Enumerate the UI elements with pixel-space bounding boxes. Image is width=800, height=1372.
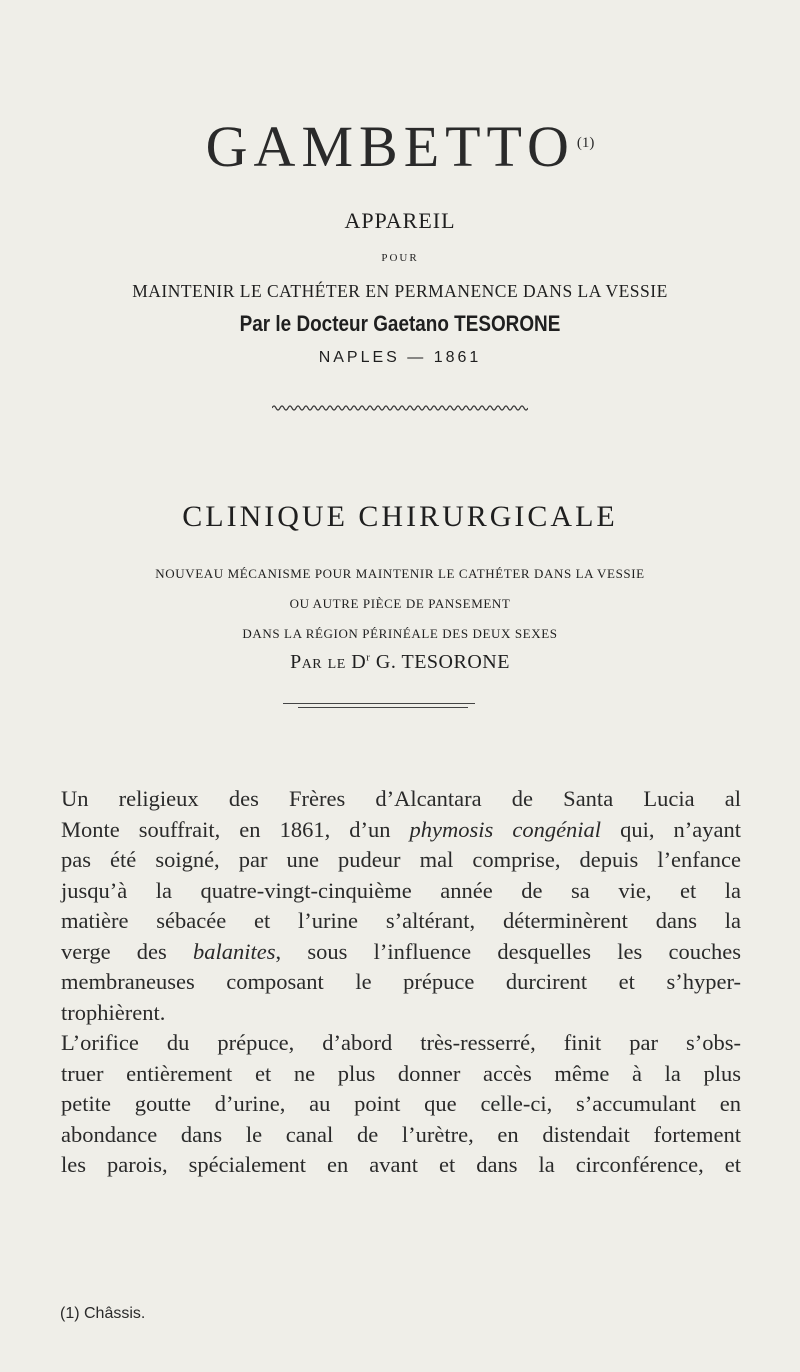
body-line: les parois, spécialement en avant et dans la circonférence, et <box>61 1152 741 1177</box>
section-author <box>0 651 800 674</box>
body-line: petite goutte d’urine, au point que celle-ci, s’accumulant en <box>61 1091 741 1116</box>
section-line-1: NOUVEAU MÉCANISME POUR MAINTENIR LE CATHÉTER DANS LA VESSIE <box>155 566 645 581</box>
body-line: matière sébacée et l’urine s’altérant, déterminèrent dans la <box>61 908 741 933</box>
author-title-sup: r <box>366 651 371 664</box>
footnote-mark: (1) <box>576 135 595 151</box>
document-title <box>0 112 800 182</box>
body-line: Monte souffrait, en 1861, d’un phymosis congénial qui, n’ayant <box>61 816 741 842</box>
body-line: pas été soigné, par une pudeur mal comprise, depuis l’enfance <box>61 847 741 872</box>
body-line: Un religieux des Frères d’Alcantara de Santa Lucia al <box>61 786 741 811</box>
double-rule-top <box>283 703 475 704</box>
title-text: GAMBETTO <box>205 114 575 179</box>
section-line-2: OU AUTRE PIÈCE DE PANSEMENT <box>289 596 511 611</box>
body-line: membraneuses composant le prépuce durcirent et s’hyper- <box>61 969 741 994</box>
body-text <box>61 784 741 1181</box>
wavy-divider <box>272 403 528 413</box>
author-name: G. TESORONE <box>375 651 510 673</box>
body-line: trophièrent. <box>61 999 166 1025</box>
author-title: D <box>351 651 367 673</box>
document-subtitle: MAINTENIR LE CATHÉTER EN PERMANENCE DANS LA VESSIE <box>132 281 668 301</box>
body-line: abondance dans le canal de l’urètre, en distendait fortement <box>61 1121 741 1147</box>
body-line: jusqu’à la quatre-vingt-cinquième année de sa vie, et la <box>61 877 741 903</box>
section-title: CLINIQUE CHIRURGICALE <box>182 500 618 533</box>
pour-label: POUR <box>381 252 419 264</box>
author-line: Par le Docteur Gaetano TESORONE <box>239 311 561 336</box>
place-date: NAPLES — 1861 <box>318 349 482 366</box>
footnote: (1) Châssis. <box>60 1305 146 1322</box>
body-line: truer entièrement et ne plus donner accès même à la plus <box>61 1060 741 1086</box>
author-prefix: Par le <box>290 651 346 673</box>
body-line: verge des balanites, sous l’influence desquelles les couches <box>61 938 741 964</box>
appareil-heading: APPAREIL <box>344 208 456 233</box>
section-line-3: DANS LA RÉGION PÉRINÉALE DES DEUX SEXES <box>242 626 558 641</box>
double-rule-bottom <box>298 707 468 708</box>
body-line: L’orifice du prépuce, d’abord très-resserré, finit par s’obs- <box>61 1030 741 1055</box>
